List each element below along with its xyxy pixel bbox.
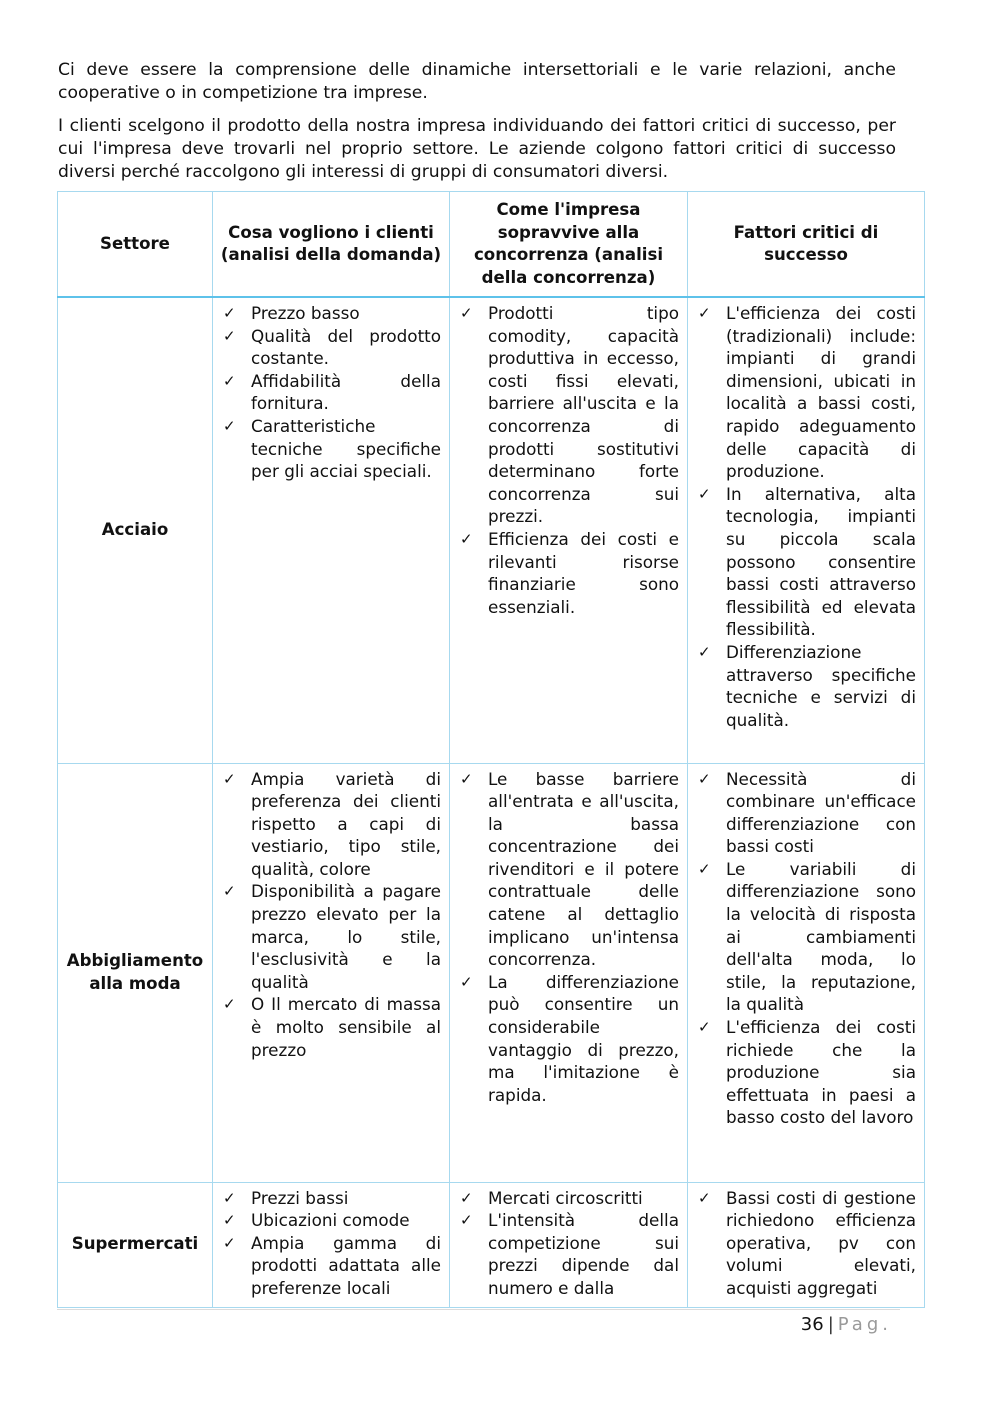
factors-cell: [688, 297, 925, 763]
competition-checklist: [450, 1183, 687, 1306]
list-item: ✓ O Il mercato di massa è molto sensibile al prezzo: [221, 993, 441, 1061]
factors-checklist: [688, 298, 924, 737]
factors-cell: [688, 1182, 925, 1307]
header-fattori: Fattori critici di successo: [688, 192, 925, 298]
page-number-value: 36: [800, 1314, 824, 1335]
competition-checklist: [450, 764, 687, 1113]
sector-cell: Supermercati: [58, 1182, 213, 1307]
competition-cell: [450, 297, 688, 763]
list-item: ✓ Caratteristiche tecniche specifiche per gli acciai speciali.: [221, 415, 441, 483]
list-item: ✓ Qualità del prodotto costante.: [221, 325, 441, 370]
list-item: ✓ Bassi costi di gestione richiedono efficienza operativa, pv con volumi elevati, acquisti aggregati: [696, 1187, 916, 1300]
intro-paragraph-2: I clienti scelgono il prodotto della nostra impresa individuando dei fattori critici di successo, per cui l'impresa deve trovarli nel proprio settore. Le aziende colgono fattori critici di successo diversi perché raccolgono gli interessi di gruppi di consumatori diversi.: [58, 116, 896, 182]
list-item: ✓ Mercati circoscritti: [458, 1187, 679, 1210]
table-row: [58, 297, 925, 763]
list-item: ✓ Affidabilità della fornitura.: [221, 370, 441, 415]
demand-cell: [213, 763, 450, 1182]
factors-cell: [688, 763, 925, 1182]
list-item: ✓ Disponibilità a pagare prezzo elevato per la marca, lo stile, l'esclusività e la qualità: [221, 880, 441, 993]
list-item: ✓ Prezzo basso: [221, 302, 441, 325]
list-item: ✓ Efficienza dei costi e rilevanti risorse finanziarie sono essenziali.: [458, 528, 679, 618]
list-item: ✓ L'efficienza dei costi richiede che la produzione sia effettuata in paesi a basso costo del lavoro: [696, 1016, 916, 1129]
competition-cell: [450, 1182, 688, 1307]
footer-rule: [57, 1309, 900, 1310]
factors-checklist: [688, 1183, 924, 1306]
list-item: ✓ Ampia gamma di prodotti adattata alle preferenze locali: [221, 1232, 441, 1300]
competition-checklist: [450, 298, 687, 624]
demand-cell: [213, 297, 450, 763]
table-row: [58, 763, 925, 1182]
page-label: Pag.: [837, 1314, 892, 1335]
critical-success-factors-table: [57, 191, 925, 1308]
list-item: ✓ Necessità di combinare un'efficace differenziazione con bassi costi: [696, 768, 916, 858]
demand-cell: [213, 1182, 450, 1307]
list-item: ✓ La differenziazione può consentire un considerabile vantaggio di prezzo, ma l'imitazione è rapida.: [458, 971, 679, 1107]
list-item: ✓ L'efficienza dei costi (tradizionali) include: impianti di grandi dimensioni, ubicati in località a bassi costi, rapido adeguamento delle capacità di produzione.: [696, 302, 916, 483]
list-item: ✓ Ubicazioni comode: [221, 1209, 441, 1232]
list-item: ✓ Ampia varietà di preferenza dei clienti rispetto a capi di vestiario, tipo stile, qualità, colore: [221, 768, 441, 881]
intro-paragraph-1: Ci deve essere la comprensione delle dinamiche intersettoriali e le varie relazioni, anche cooperative o in competizione tra imprese.: [58, 60, 896, 103]
sector-cell: Abbigliamento alla moda: [58, 763, 213, 1182]
demand-checklist: [213, 764, 449, 1068]
header-domanda: Cosa vogliono i clienti (analisi della domanda): [213, 192, 450, 298]
list-item: ✓ L'intensità della competizione sui prezzi dipende dal numero e dalla: [458, 1209, 679, 1299]
list-item: ✓ In alternativa, alta tecnologia, impianti su piccola scala possono consentire bassi costi attraverso flessibilità ed elevata flessibilità.: [696, 483, 916, 641]
factors-checklist: [688, 764, 924, 1136]
page-number-separator: |: [827, 1314, 834, 1335]
page-number: [801, 1314, 892, 1335]
table-row: [58, 1182, 925, 1307]
competition-cell: [450, 763, 688, 1182]
list-item: ✓ Differenziazione attraverso specifiche tecniche e servizi di qualità.: [696, 641, 916, 731]
table-header-row: [58, 192, 925, 298]
list-item: ✓ Le variabili di differenziazione sono la velocità di risposta ai cambiamenti dell'alta moda, lo stile, la reputazione, la qualità: [696, 858, 916, 1016]
sector-cell: Acciaio: [58, 297, 213, 763]
demand-checklist: [213, 298, 449, 489]
list-item: ✓ Le basse barriere all'entrata e all'uscita, la bassa concentrazione dei rivenditori e il potere contrattuale delle catene al dettaglio implicano un'intensa concorrenza.: [458, 768, 679, 971]
header-concorrenza: Come l'impresa sopravvive alla concorrenza (analisi della concorrenza): [450, 192, 688, 298]
list-item: ✓ Prezzi bassi: [221, 1187, 441, 1210]
header-settore: Settore: [58, 192, 213, 298]
list-item: ✓ Prodotti tipo comodity, capacità produttiva in eccesso, costi fissi elevati, barriere all'uscita e la concorrenza di prodotti sostitutivi determinano forte concorrenza sui prezzi.: [458, 302, 679, 528]
demand-checklist: [213, 1183, 449, 1306]
